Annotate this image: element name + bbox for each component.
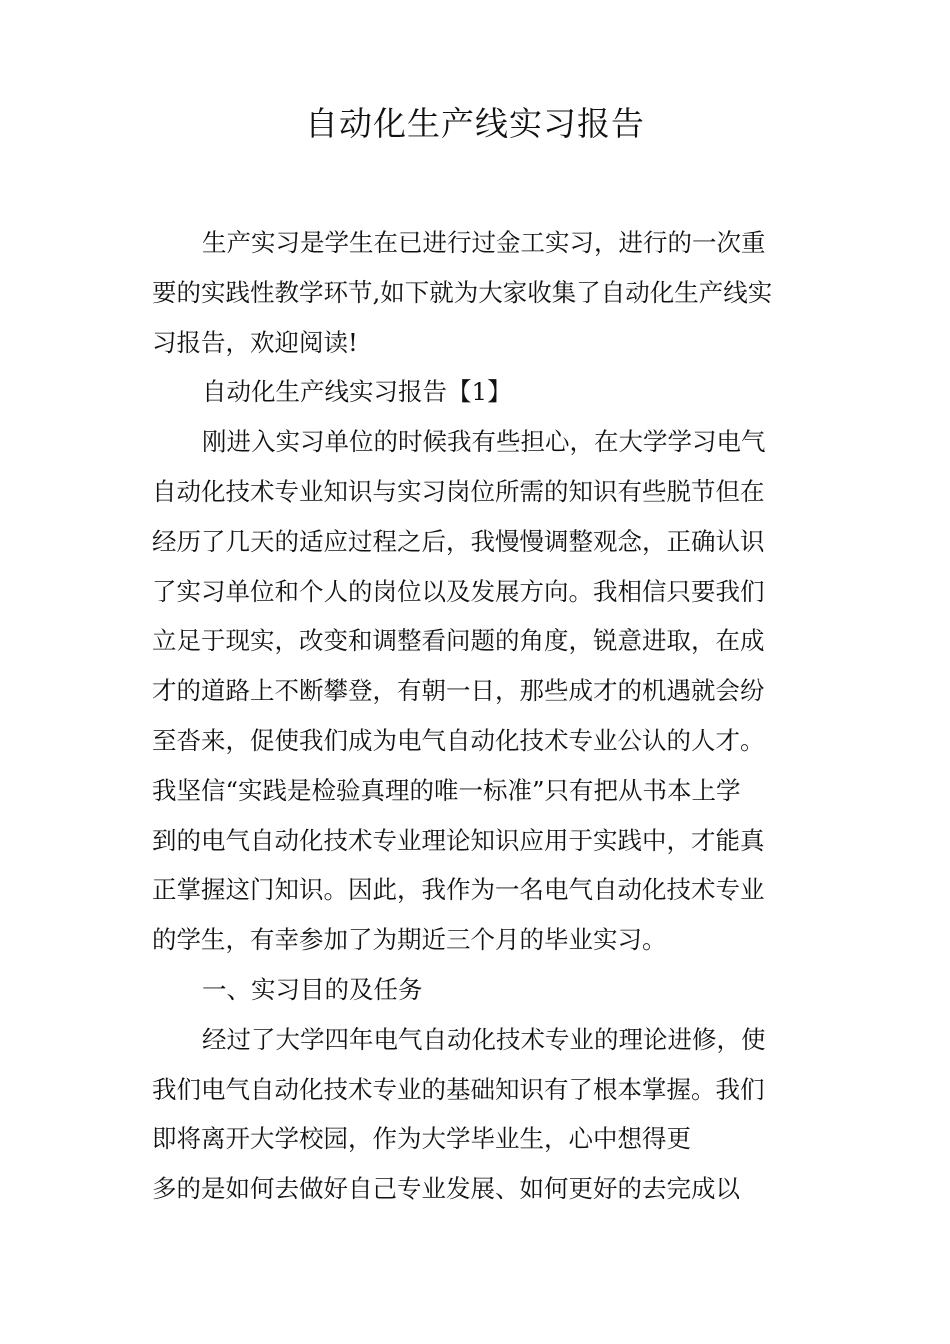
text-line: 经过了大学四年电气自动化技术专业的理论进修，使: [202, 1024, 766, 1054]
text-line: 生产实习是学生在已进行过金工实习，进行的一次重: [202, 228, 766, 257]
text-line: 的学生，有幸参加了为期近三个月的毕业实习。: [152, 925, 667, 955]
text-line: 立足于现实，改变和调整看问题的角度，锐意进取，在成: [152, 626, 765, 656]
text-line: 才的道路上不断攀登，有朝一日，那些成才的机遇就会纷: [152, 676, 765, 706]
text-line: 我坚信“实践是检验真理的唯一标准”只有把从书本上学: [152, 775, 741, 805]
text-line: 要的实践性教学环节,如下就为大家收集了自动化生产线实: [152, 277, 773, 307]
text-line: 经历了几天的适应过程之后，我慢慢调整观念，正确认识: [152, 526, 765, 556]
text-line: 到的电气自动化技术专业理论知识应用于实践中，才能真: [152, 825, 765, 855]
text-line: 习报告，欢迎阅读!: [152, 327, 358, 357]
text-line: 多的是如何去做好自己专业发展、如何更好的去完成以: [152, 1174, 740, 1204]
document-body: [152, 218, 796, 1214]
section-heading: 自动化生产线实习报告【1】: [202, 377, 512, 407]
text-line: 正掌握这门知识。因此，我作为一名电气自动化技术专业: [152, 875, 765, 905]
text-line: 至沓来，促使我们成为电气自动化技术专业公认的人才。: [152, 725, 765, 755]
text-line: 刚进入实习单位的时候我有些担心，在大学学习电气: [202, 427, 766, 457]
text-line: 自动化技术专业知识与实习岗位所需的知识有些脱节但在: [152, 476, 765, 506]
document-title: 自动化生产线实习报告: [305, 104, 645, 143]
text-line: 了实习单位和个人的岗位以及发展方向。我相信只要我们: [152, 576, 765, 606]
text-line: 我们电气自动化技术专业的基础知识有了根本掌握。我们: [152, 1074, 765, 1104]
section-heading: 一、实习目的及任务: [202, 974, 423, 1004]
text-line: 即将离开大学校园，作为大学毕业生，心中想得更: [152, 1124, 691, 1154]
